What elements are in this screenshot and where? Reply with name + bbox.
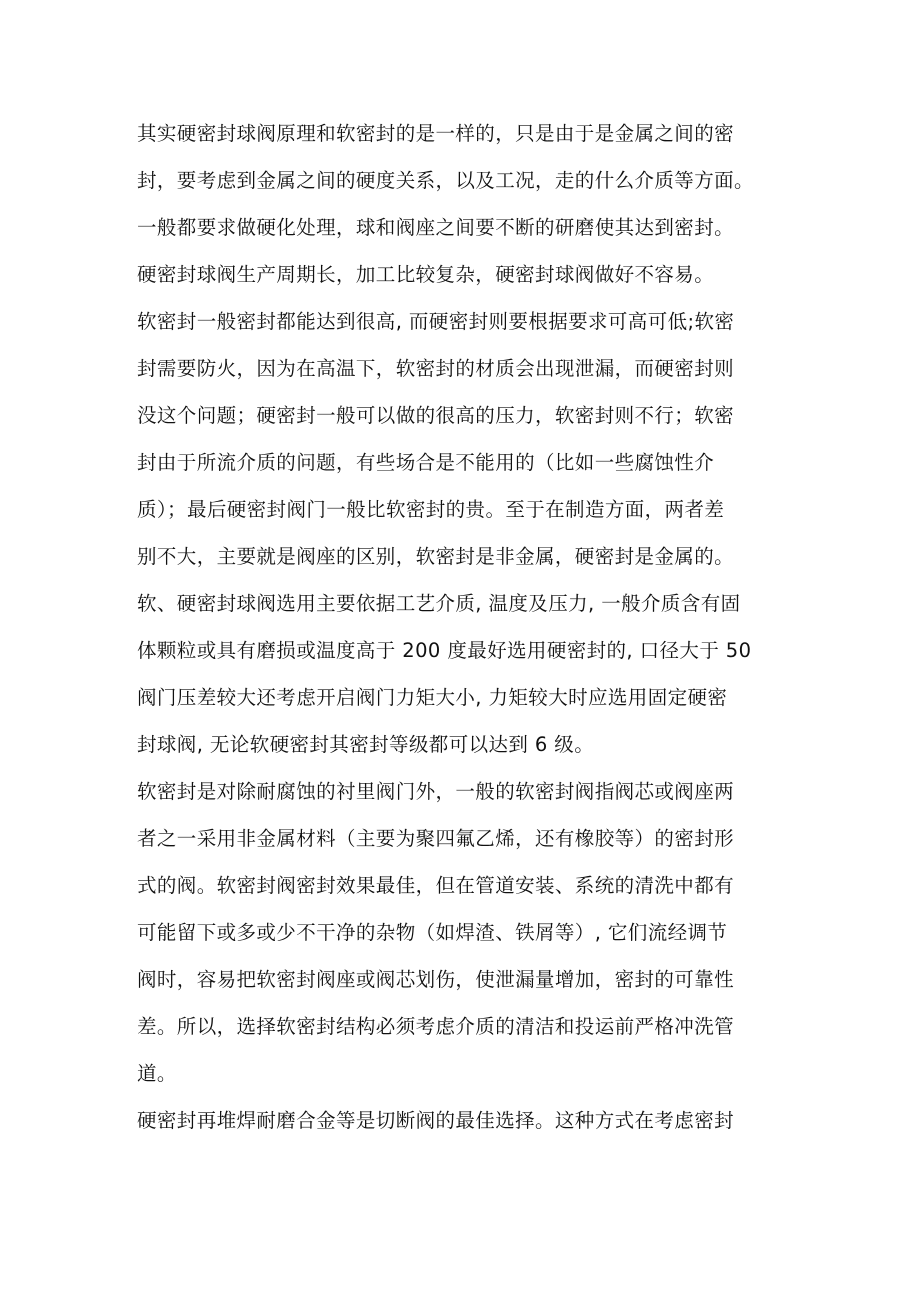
text-line: 者之一采用非金属材料（主要为聚四氟乙烯，还有橡胶等）的密封形 (137, 827, 735, 850)
body-text (137, 110, 807, 1144)
text-line: 封由于所流介质的问题，有些场合是不能用的（比如一些腐蚀性介 (137, 451, 715, 474)
text-line: 没这个问题；硬密封一般可以做的很高的压力，软密封则不行；软密 (137, 404, 735, 427)
text-line: 体颗粒或具有磨损或温度高于 200 度最好选用硬密封的, 口径大于 50 (137, 639, 752, 662)
text-line: 阀时，容易把软密封阀座或阀芯划伤，使泄漏量增加，密封的可靠性 (137, 968, 735, 991)
text-line: 软、硬密封球阀选用主要依据工艺介质, 温度及压力, 一般介质含有固 (137, 592, 741, 615)
text-line: 其实硬密封球阀原理和软密封的是一样的，只是由于是金属之间的密 (137, 122, 735, 145)
text-line: 一般都要求做硬化处理，球和阀座之间要不断的研磨使其达到密封。 (137, 216, 735, 239)
text-line: 差。所以，选择软密封结构必须考虑介质的清洁和投运前严格冲洗管 (137, 1015, 735, 1038)
text-line: 道。 (137, 1062, 177, 1085)
text-line: 可能留下或多或少不干净的杂物（如焊渣、铁屑等）, 它们流经调节 (137, 921, 728, 944)
text-line: 封需要防火，因为在高温下，软密封的材质会出现泄漏，而硬密封则 (137, 357, 735, 380)
text-line: 软密封是对除耐腐蚀的衬里阀门外，一般的软密封阀指阀芯或阀座两 (137, 780, 735, 803)
text-line: 硬密封再堆焊耐磨合金等是切断阀的最佳选择。这种方式在考虑密封 (137, 1109, 735, 1132)
text-line: 硬密封球阀生产周期长，加工比较复杂，硬密封球阀做好不容易。 (137, 263, 715, 286)
text-line: 阀门压差较大还考虑开启阀门力矩大小, 力矩较大时应选用固定硬密 (137, 686, 728, 709)
text-line: 软密封一般密封都能达到很高, 而硬密封则要根据要求可高可低;软密 (137, 310, 735, 333)
text-line: 式的阀。软密封阀密封效果最佳，但在管道安装、系统的清洗中都有 (137, 874, 735, 897)
text-line: 别不大，主要就是阀座的区别，软密封是非金属，硬密封是金属的。 (137, 545, 735, 568)
text-line: 封，要考虑到金属之间的硬度关系，以及工况，走的什么介质等方面。 (137, 169, 754, 192)
text-line: 质）；最后硬密封阀门一般比软密封的贵。至于在制造方面，两者差 (137, 498, 725, 521)
text-line: 封球阀, 无论软硬密封其密封等级都可以达到 6 级。 (137, 733, 595, 756)
